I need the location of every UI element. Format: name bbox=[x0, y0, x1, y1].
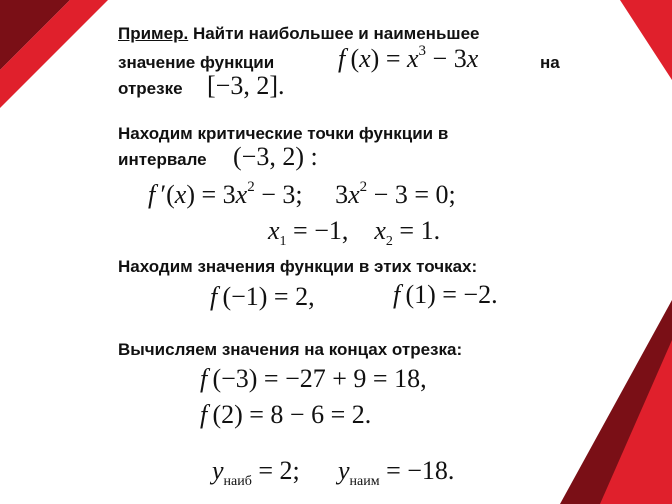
right-lower-red-stripe bbox=[600, 340, 672, 504]
critical-heading-line1: Находим критические точки функции в bbox=[118, 124, 449, 143]
segment-formula: [−3, 2]. bbox=[207, 71, 285, 100]
derivative-formula: f $'(x) = 3x^2 - 3$; $3x^2 - 3 = 0$; bbox=[148, 179, 456, 209]
interval-formula: (−3, 2) : bbox=[233, 142, 318, 171]
value-f-minus3: f (−3) = −27 + 9 = 18, bbox=[200, 364, 427, 393]
value-f-minus1: f (−1) = 2, bbox=[210, 282, 315, 311]
result-min: $y_{наим} = -18$. bbox=[338, 456, 455, 489]
right-lower-dark-stripe bbox=[560, 300, 672, 504]
example-task-text: Найти наибольшее и наименьшее bbox=[192, 24, 480, 43]
example-heading-line2-left: значение функции bbox=[118, 53, 275, 72]
result-max: $y_{наиб} = 2$; bbox=[212, 456, 300, 489]
left-red-stripe bbox=[0, 0, 108, 108]
example-heading-line2-right: на bbox=[540, 53, 560, 72]
roots-formula: $x_1 = -1$, $x_2 = 1$. bbox=[268, 216, 441, 249]
value-f-2: f (2) = 8 − 6 = 2. bbox=[200, 400, 372, 429]
values-heading: Находим значения функции в этих точках: bbox=[118, 257, 478, 276]
value-f-1: f (1) = −2. bbox=[393, 280, 498, 309]
left-dark-stripe bbox=[0, 0, 70, 70]
critical-heading-line2: интервале bbox=[118, 150, 207, 169]
example-heading-line1 bbox=[118, 24, 479, 44]
right-red-stripe bbox=[620, 0, 672, 80]
example-heading-line3: отрезке bbox=[118, 79, 183, 98]
example-label: Пример. bbox=[118, 24, 189, 43]
function-formula: f $(x) = x^3 - 3x$ bbox=[338, 43, 479, 73]
ends-heading: Вычисляем значения на концах отрезка: bbox=[118, 340, 463, 359]
